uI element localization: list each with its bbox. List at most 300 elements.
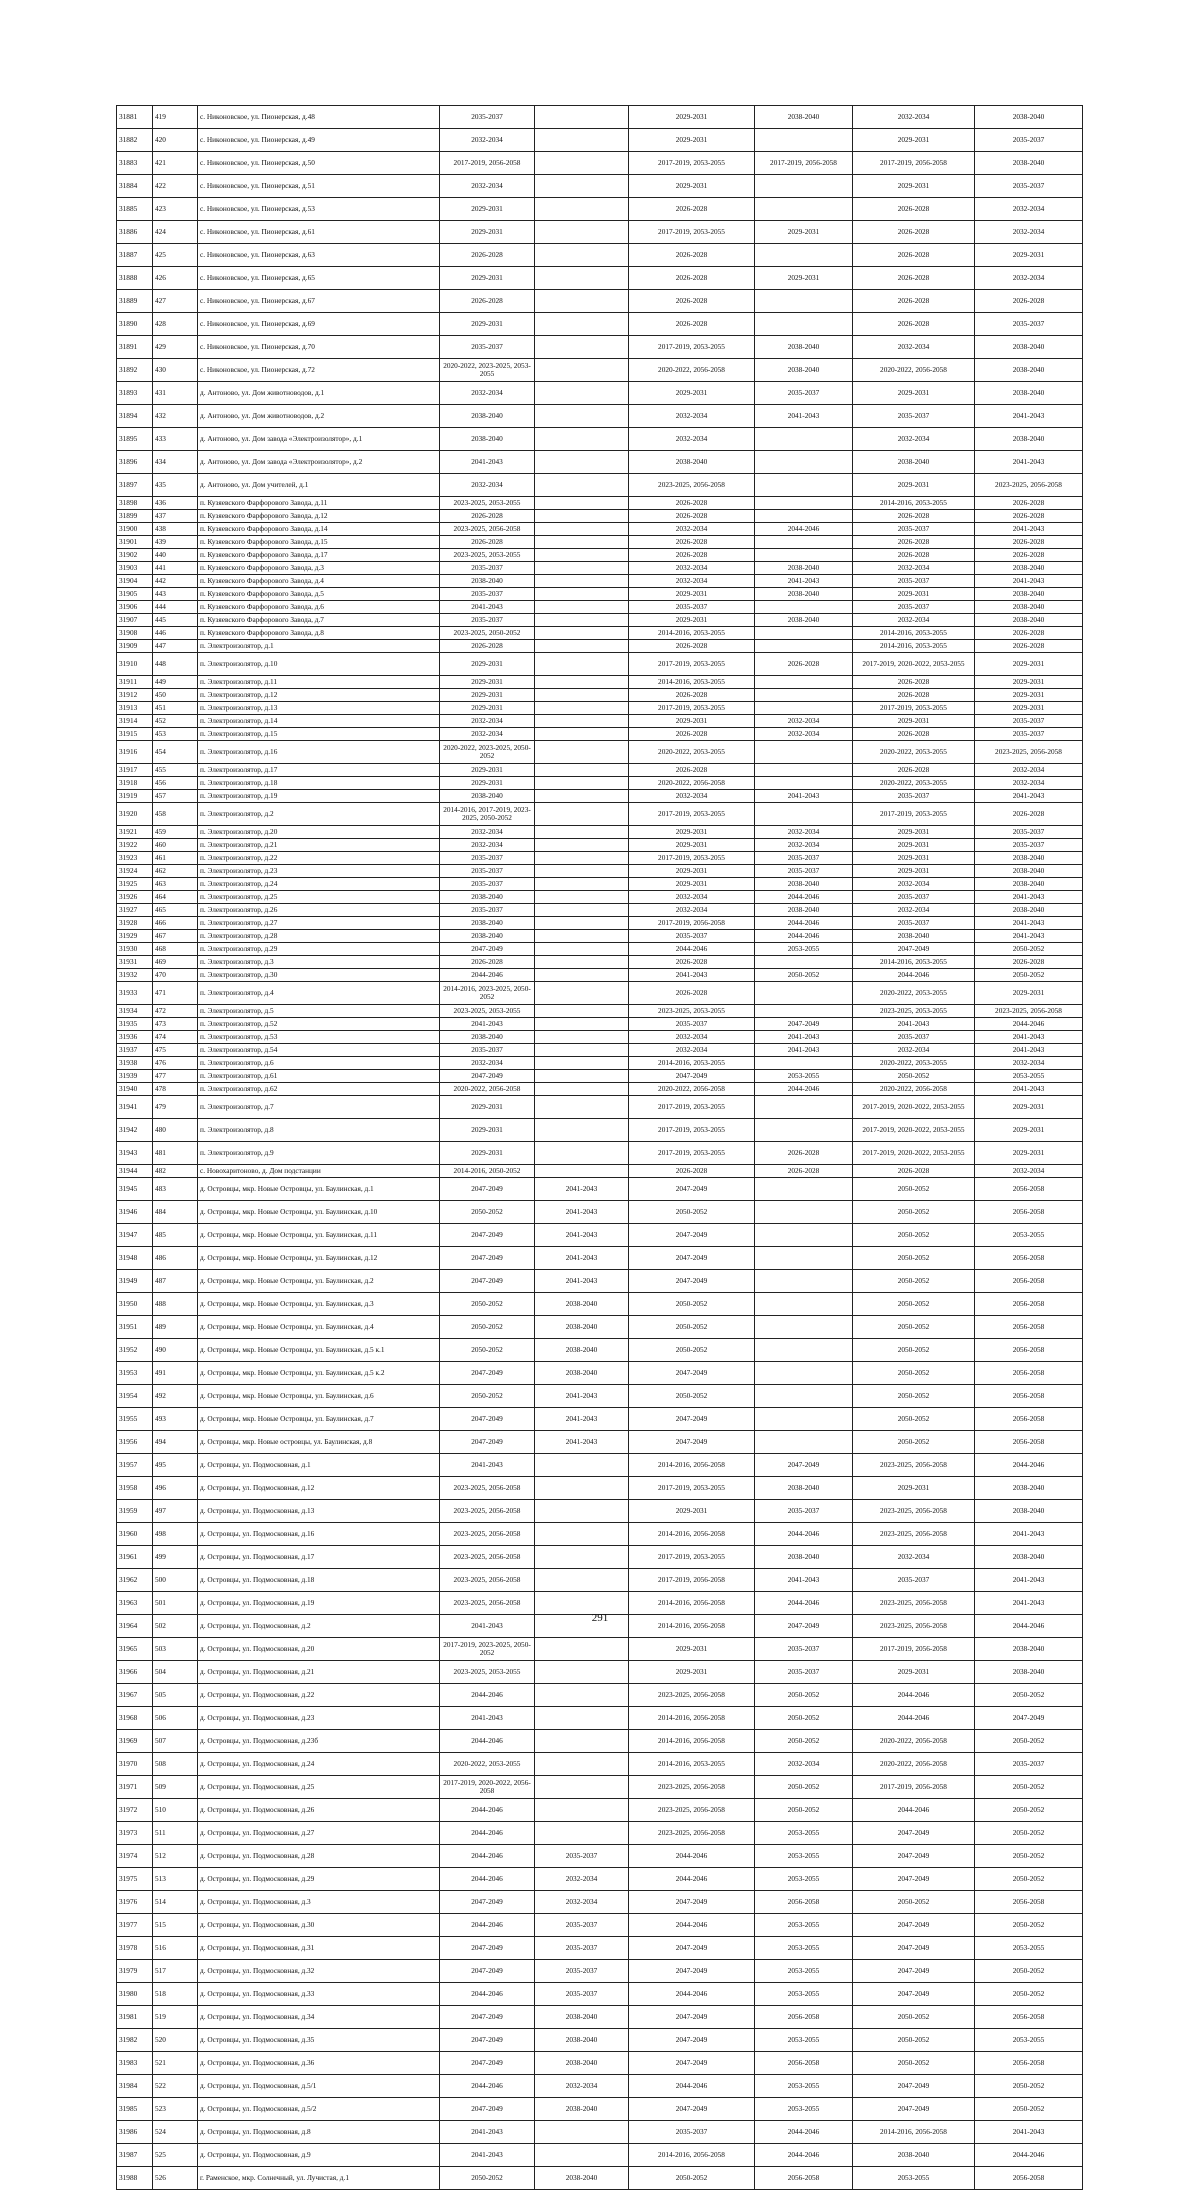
table-row xyxy=(117,1937,1083,1960)
period-cell-4: 2038-2040 xyxy=(755,904,853,917)
period-cell-2 xyxy=(535,852,629,865)
period-cell-3: 2035-2037 xyxy=(629,2121,755,2144)
item-number-cell: 525 xyxy=(153,2144,198,2167)
item-number-cell: 480 xyxy=(153,1119,198,1142)
table-row xyxy=(117,1044,1083,1057)
period-cell-1: 2041-2043 xyxy=(440,2144,535,2167)
period-cell-6: 2038-2040 xyxy=(975,106,1083,129)
period-cell-2: 2035-2037 xyxy=(535,1845,629,1868)
address-cell: д. Островцы, мкр. Новые Островцы, ул. Баулинская, д.1 xyxy=(198,1178,440,1201)
period-cell-4: 2056-2058 xyxy=(755,2167,853,2190)
item-number-cell: 511 xyxy=(153,1822,198,1845)
item-number-cell: 426 xyxy=(153,267,198,290)
period-cell-6: 2041-2043 xyxy=(975,891,1083,904)
table-row xyxy=(117,1523,1083,1546)
table-row xyxy=(117,359,1083,382)
period-cell-6: 2026-2028 xyxy=(975,627,1083,640)
item-number-cell: 510 xyxy=(153,1799,198,1822)
period-cell-3: 2032-2034 xyxy=(629,904,755,917)
item-number-cell: 489 xyxy=(153,1316,198,1339)
period-cell-5: 2050-2052 xyxy=(853,1339,975,1362)
period-cell-2: 2041-2043 xyxy=(535,1178,629,1201)
period-cell-3: 2020-2022, 2053-2055 xyxy=(629,741,755,764)
address-cell: п. Электроизолятор, д.11 xyxy=(198,676,440,689)
period-cell-1: 2041-2043 xyxy=(440,1707,535,1730)
item-number-cell: 463 xyxy=(153,878,198,891)
period-cell-6: 2038-2040 xyxy=(975,336,1083,359)
period-cell-5: 2050-2052 xyxy=(853,1224,975,1247)
period-cell-1: 2038-2040 xyxy=(440,891,535,904)
period-cell-2 xyxy=(535,106,629,129)
period-cell-4 xyxy=(755,549,853,562)
item-number-cell: 486 xyxy=(153,1247,198,1270)
period-cell-6: 2041-2043 xyxy=(975,405,1083,428)
period-cell-4: 2032-2034 xyxy=(755,715,853,728)
period-cell-4: 2053-2055 xyxy=(755,1983,853,2006)
address-cell: п. Электроизолятор, д.4 xyxy=(198,982,440,1005)
period-cell-6: 2041-2043 xyxy=(975,917,1083,930)
period-cell-2 xyxy=(535,878,629,891)
period-cell-3: 2014-2016, 2056-2058 xyxy=(629,1730,755,1753)
period-cell-1: 2035-2037 xyxy=(440,588,535,601)
period-cell-2 xyxy=(535,1753,629,1776)
period-cell-6: 2041-2043 xyxy=(975,1569,1083,1592)
row-number-cell: 31892 xyxy=(117,359,153,382)
period-cell-3: 2017-2019, 2053-2055 xyxy=(629,336,755,359)
period-cell-4 xyxy=(755,777,853,790)
table-row xyxy=(117,1018,1083,1031)
period-cell-6: 2050-2052 xyxy=(975,1730,1083,1753)
address-cell: д. Островцы, мкр. Новые Островцы, ул. Баулинская, д.6 xyxy=(198,1385,440,1408)
period-cell-5: 2035-2037 xyxy=(853,891,975,904)
period-cell-5: 2032-2034 xyxy=(853,1546,975,1569)
period-cell-6: 2050-2052 xyxy=(975,1983,1083,2006)
period-cell-4: 2044-2046 xyxy=(755,2144,853,2167)
address-cell: п. Электроизолятор, д.53 xyxy=(198,1031,440,1044)
row-number-cell: 31954 xyxy=(117,1385,153,1408)
period-cell-5: 2029-2031 xyxy=(853,1661,975,1684)
period-cell-2: 2038-2040 xyxy=(535,2006,629,2029)
table-row xyxy=(117,198,1083,221)
period-cell-6: 2029-2031 xyxy=(975,1119,1083,1142)
table-row xyxy=(117,2029,1083,2052)
period-cell-3: 2020-2022, 2056-2058 xyxy=(629,777,755,790)
period-cell-6: 2038-2040 xyxy=(975,428,1083,451)
period-cell-2 xyxy=(535,1031,629,1044)
period-cell-6: 2041-2043 xyxy=(975,1031,1083,1044)
period-cell-1: 2023-2025, 2053-2055 xyxy=(440,1661,535,1684)
period-cell-6: 2056-2058 xyxy=(975,1247,1083,1270)
period-cell-3: 2026-2028 xyxy=(629,290,755,313)
period-cell-2 xyxy=(535,575,629,588)
period-cell-1: 2047-2049 xyxy=(440,1224,535,1247)
period-cell-5: 2035-2037 xyxy=(853,405,975,428)
period-cell-3: 2026-2028 xyxy=(629,313,755,336)
item-number-cell: 523 xyxy=(153,2098,198,2121)
period-cell-5: 2026-2028 xyxy=(853,676,975,689)
table-row xyxy=(117,790,1083,803)
period-cell-3: 2047-2049 xyxy=(629,1937,755,1960)
address-cell: д. Островцы, мкр. Новые Островцы, ул. Баулинская, д.10 xyxy=(198,1201,440,1224)
period-cell-2 xyxy=(535,653,629,676)
row-number-cell: 31955 xyxy=(117,1408,153,1431)
period-cell-5: 2026-2028 xyxy=(853,267,975,290)
period-cell-2 xyxy=(535,175,629,198)
table-row xyxy=(117,106,1083,129)
address-cell: д. Островцы, ул. Подмосковная, д.3 xyxy=(198,1891,440,1914)
period-cell-2 xyxy=(535,865,629,878)
period-cell-6: 2038-2040 xyxy=(975,865,1083,878)
period-cell-2 xyxy=(535,803,629,826)
period-cell-5: 2035-2037 xyxy=(853,1569,975,1592)
address-cell: п. Кузяевского Фарфорового Завода, д.4 xyxy=(198,575,440,588)
table-row xyxy=(117,969,1083,982)
period-cell-1: 2044-2046 xyxy=(440,1822,535,1845)
period-cell-5: 2023-2025, 2056-2058 xyxy=(853,1454,975,1477)
period-cell-5: 2050-2052 xyxy=(853,1270,975,1293)
address-cell: д. Островцы, ул. Подмосковная, д.8 xyxy=(198,2121,440,2144)
row-number-cell: 31904 xyxy=(117,575,153,588)
table-row xyxy=(117,1178,1083,1201)
period-cell-6: 2038-2040 xyxy=(975,852,1083,865)
period-cell-4: 2026-2028 xyxy=(755,653,853,676)
table-row xyxy=(117,1776,1083,1799)
period-cell-3: 2020-2022, 2056-2058 xyxy=(629,1083,755,1096)
period-cell-5: 2035-2037 xyxy=(853,1031,975,1044)
period-cell-5: 2020-2022, 2056-2058 xyxy=(853,1730,975,1753)
period-cell-3: 2029-2031 xyxy=(629,839,755,852)
period-cell-3: 2017-2019, 2056-2058 xyxy=(629,1569,755,1592)
period-cell-5: 2032-2034 xyxy=(853,562,975,575)
period-cell-5: 2050-2052 xyxy=(853,1891,975,1914)
address-cell: с. Никоновское, ул. Пионерская, д.72 xyxy=(198,359,440,382)
period-cell-3: 2032-2034 xyxy=(629,1031,755,1044)
row-number-cell: 31883 xyxy=(117,152,153,175)
row-number-cell: 31980 xyxy=(117,1983,153,2006)
item-number-cell: 443 xyxy=(153,588,198,601)
address-cell: п. Кузяевского Фарфорового Завода, д.11 xyxy=(198,497,440,510)
table-row xyxy=(117,474,1083,497)
period-cell-3: 2050-2052 xyxy=(629,2167,755,2190)
period-cell-4: 2041-2043 xyxy=(755,405,853,428)
period-cell-4: 2017-2019, 2056-2058 xyxy=(755,152,853,175)
period-cell-5: 2050-2052 xyxy=(853,2052,975,2075)
item-number-cell: 440 xyxy=(153,549,198,562)
period-cell-3: 2044-2046 xyxy=(629,2075,755,2098)
table-row xyxy=(117,2006,1083,2029)
address-cell: с. Никоновское, ул. Пионерская, д.63 xyxy=(198,244,440,267)
row-number-cell: 31911 xyxy=(117,676,153,689)
address-cell: п. Электроизолятор, д.15 xyxy=(198,728,440,741)
period-cell-4: 2053-2055 xyxy=(755,2075,853,2098)
row-number-cell: 31886 xyxy=(117,221,153,244)
period-cell-1: 2032-2034 xyxy=(440,474,535,497)
period-cell-6: 2053-2055 xyxy=(975,1070,1083,1083)
table-row xyxy=(117,1477,1083,1500)
period-cell-2 xyxy=(535,1776,629,1799)
item-number-cell: 502 xyxy=(153,1615,198,1638)
table-row xyxy=(117,221,1083,244)
row-number-cell: 31977 xyxy=(117,1914,153,1937)
period-cell-6: 2056-2058 xyxy=(975,1339,1083,1362)
period-cell-2 xyxy=(535,336,629,359)
period-cell-4 xyxy=(755,313,853,336)
period-cell-5: 2020-2022, 2053-2055 xyxy=(853,741,975,764)
period-cell-1: 2044-2046 xyxy=(440,1799,535,1822)
address-cell: д. Островцы, ул. Подмосковная, д.5/1 xyxy=(198,2075,440,2098)
period-cell-1: 2023-2025, 2053-2055 xyxy=(440,1005,535,1018)
table-row xyxy=(117,878,1083,891)
period-cell-2 xyxy=(535,1523,629,1546)
period-cell-6: 2035-2037 xyxy=(975,129,1083,152)
period-cell-4 xyxy=(755,764,853,777)
address-cell: п. Электроизолятор, д.9 xyxy=(198,1142,440,1165)
period-cell-3: 2026-2028 xyxy=(629,267,755,290)
housing-schedule-table xyxy=(116,105,1083,2190)
table-row xyxy=(117,1822,1083,1845)
address-cell: д. Островцы, мкр. Новые Островцы, ул. Баулинская, д.4 xyxy=(198,1316,440,1339)
table-row xyxy=(117,1005,1083,1018)
period-cell-1: 2044-2046 xyxy=(440,1914,535,1937)
table-row xyxy=(117,1707,1083,1730)
period-cell-4: 2047-2049 xyxy=(755,1018,853,1031)
table-row xyxy=(117,826,1083,839)
period-cell-4 xyxy=(755,1431,853,1454)
period-cell-3: 2023-2025, 2056-2058 xyxy=(629,1799,755,1822)
row-number-cell: 31889 xyxy=(117,290,153,313)
address-cell: п. Электроизолятор, д.26 xyxy=(198,904,440,917)
row-number-cell: 31910 xyxy=(117,653,153,676)
period-cell-2 xyxy=(535,601,629,614)
item-number-cell: 499 xyxy=(153,1546,198,1569)
period-cell-6: 2026-2028 xyxy=(975,510,1083,523)
period-cell-5: 2029-2031 xyxy=(853,129,975,152)
period-cell-4 xyxy=(755,428,853,451)
period-cell-5: 2017-2019, 2056-2058 xyxy=(853,1776,975,1799)
table-row xyxy=(117,1201,1083,1224)
period-cell-6: 2050-2052 xyxy=(975,1776,1083,1799)
period-cell-4: 2032-2034 xyxy=(755,728,853,741)
period-cell-1: 2047-2049 xyxy=(440,943,535,956)
period-cell-5: 2047-2049 xyxy=(853,1914,975,1937)
period-cell-4 xyxy=(755,1270,853,1293)
period-cell-6: 2029-2031 xyxy=(975,653,1083,676)
table-row xyxy=(117,267,1083,290)
row-number-cell: 31887 xyxy=(117,244,153,267)
period-cell-1: 2044-2046 xyxy=(440,1730,535,1753)
period-cell-2 xyxy=(535,826,629,839)
period-cell-1: 2023-2025, 2050-2052 xyxy=(440,627,535,640)
item-number-cell: 472 xyxy=(153,1005,198,1018)
row-number-cell: 31940 xyxy=(117,1083,153,1096)
period-cell-5: 2050-2052 xyxy=(853,2029,975,2052)
row-number-cell: 31946 xyxy=(117,1201,153,1224)
row-number-cell: 31937 xyxy=(117,1044,153,1057)
period-cell-6: 2023-2025, 2056-2058 xyxy=(975,741,1083,764)
period-cell-2 xyxy=(535,1500,629,1523)
period-cell-1: 2038-2040 xyxy=(440,790,535,803)
period-cell-5: 2050-2052 xyxy=(853,1385,975,1408)
period-cell-4: 2035-2037 xyxy=(755,1661,853,1684)
period-cell-2: 2038-2040 xyxy=(535,2052,629,2075)
period-cell-4 xyxy=(755,510,853,523)
period-cell-2 xyxy=(535,474,629,497)
period-cell-3: 2047-2049 xyxy=(629,1408,755,1431)
period-cell-3: 2014-2016, 2053-2055 xyxy=(629,676,755,689)
period-cell-5: 2050-2052 xyxy=(853,1362,975,1385)
period-cell-1: 2041-2043 xyxy=(440,451,535,474)
period-cell-1: 2020-2022, 2023-2025, 2053-2055 xyxy=(440,359,535,382)
row-number-cell: 31965 xyxy=(117,1638,153,1661)
address-cell: п. Электроизолятор, д.17 xyxy=(198,764,440,777)
item-number-cell: 446 xyxy=(153,627,198,640)
row-number-cell: 31942 xyxy=(117,1119,153,1142)
table-row xyxy=(117,1845,1083,1868)
period-cell-4: 2032-2034 xyxy=(755,1753,853,1776)
period-cell-3: 2047-2049 xyxy=(629,2006,755,2029)
period-cell-1: 2032-2034 xyxy=(440,382,535,405)
item-number-cell: 488 xyxy=(153,1293,198,1316)
row-number-cell: 31906 xyxy=(117,601,153,614)
period-cell-6: 2035-2037 xyxy=(975,826,1083,839)
period-cell-5: 2047-2049 xyxy=(853,2098,975,2121)
table-row xyxy=(117,891,1083,904)
period-cell-4: 2038-2040 xyxy=(755,1477,853,1500)
period-cell-1: 2017-2019, 2023-2025, 2050-2052 xyxy=(440,1638,535,1661)
item-number-cell: 476 xyxy=(153,1057,198,1070)
item-number-cell: 493 xyxy=(153,1408,198,1431)
period-cell-6: 2041-2043 xyxy=(975,790,1083,803)
address-cell: п. Электроизолятор, д.19 xyxy=(198,790,440,803)
table-row xyxy=(117,1057,1083,1070)
item-number-cell: 421 xyxy=(153,152,198,175)
period-cell-4: 2032-2034 xyxy=(755,826,853,839)
row-number-cell: 31984 xyxy=(117,2075,153,2098)
address-cell: д. Антоново, ул. Дом животноводов, д.1 xyxy=(198,382,440,405)
period-cell-3: 2017-2019, 2053-2055 xyxy=(629,1096,755,1119)
period-cell-2: 2041-2043 xyxy=(535,1270,629,1293)
period-cell-4: 2032-2034 xyxy=(755,839,853,852)
period-cell-6: 2056-2058 xyxy=(975,1362,1083,1385)
item-number-cell: 526 xyxy=(153,2167,198,2190)
item-number-cell: 459 xyxy=(153,826,198,839)
table-row xyxy=(117,930,1083,943)
period-cell-3: 2050-2052 xyxy=(629,1201,755,1224)
row-number-cell: 31902 xyxy=(117,549,153,562)
address-cell: п. Кузяевского Фарфорового Завода, д.5 xyxy=(198,588,440,601)
item-number-cell: 456 xyxy=(153,777,198,790)
row-number-cell: 31968 xyxy=(117,1707,153,1730)
period-cell-4 xyxy=(755,1096,853,1119)
period-cell-6: 2029-2031 xyxy=(975,1142,1083,1165)
period-cell-1: 2044-2046 xyxy=(440,1868,535,1891)
period-cell-5: 2014-2016, 2053-2055 xyxy=(853,627,975,640)
period-cell-3: 2047-2049 xyxy=(629,1362,755,1385)
address-cell: п. Электроизолятор, д.8 xyxy=(198,1119,440,1142)
period-cell-3: 2014-2016, 2056-2058 xyxy=(629,1523,755,1546)
period-cell-1: 2047-2049 xyxy=(440,1960,535,1983)
period-cell-3: 2017-2019, 2053-2055 xyxy=(629,152,755,175)
period-cell-6: 2050-2052 xyxy=(975,2098,1083,2121)
period-cell-4 xyxy=(755,689,853,702)
period-cell-6: 2032-2034 xyxy=(975,1165,1083,1178)
row-number-cell: 31952 xyxy=(117,1339,153,1362)
period-cell-4 xyxy=(755,640,853,653)
table-row xyxy=(117,640,1083,653)
period-cell-6: 2044-2046 xyxy=(975,2144,1083,2167)
period-cell-4: 2035-2037 xyxy=(755,382,853,405)
address-cell: д. Островцы, ул. Подмосковная, д.34 xyxy=(198,2006,440,2029)
period-cell-4 xyxy=(755,1293,853,1316)
period-cell-3: 2047-2049 xyxy=(629,1247,755,1270)
period-cell-5: 2047-2049 xyxy=(853,1845,975,1868)
period-cell-2 xyxy=(535,676,629,689)
row-number-cell: 31950 xyxy=(117,1293,153,1316)
period-cell-4: 2026-2028 xyxy=(755,1165,853,1178)
table-row xyxy=(117,1165,1083,1178)
address-cell: п. Электроизолятор, д.16 xyxy=(198,741,440,764)
period-cell-3: 2014-2016, 2053-2055 xyxy=(629,1057,755,1070)
address-cell: п. Кузяевского Фарфорового Завода, д.3 xyxy=(198,562,440,575)
period-cell-4: 2053-2055 xyxy=(755,943,853,956)
period-cell-4 xyxy=(755,1005,853,1018)
period-cell-4: 2029-2031 xyxy=(755,267,853,290)
row-number-cell: 31917 xyxy=(117,764,153,777)
table-row xyxy=(117,1983,1083,2006)
period-cell-3: 2032-2034 xyxy=(629,405,755,428)
period-cell-3: 2026-2028 xyxy=(629,549,755,562)
item-number-cell: 430 xyxy=(153,359,198,382)
period-cell-5: 2044-2046 xyxy=(853,969,975,982)
period-cell-6: 2053-2055 xyxy=(975,1937,1083,1960)
period-cell-5: 2035-2037 xyxy=(853,917,975,930)
period-cell-6: 2050-2052 xyxy=(975,1799,1083,1822)
table-row xyxy=(117,1339,1083,1362)
period-cell-4: 2029-2031 xyxy=(755,221,853,244)
period-cell-5: 2023-2025, 2056-2058 xyxy=(853,1592,975,1615)
period-cell-2 xyxy=(535,741,629,764)
address-cell: п. Электроизолятор, д.10 xyxy=(198,653,440,676)
table-row xyxy=(117,2121,1083,2144)
table-row xyxy=(117,2144,1083,2167)
row-number-cell: 31905 xyxy=(117,588,153,601)
period-cell-5: 2026-2028 xyxy=(853,244,975,267)
table-row xyxy=(117,1408,1083,1431)
period-cell-4 xyxy=(755,956,853,969)
address-cell: п. Электроизолятор, д.61 xyxy=(198,1070,440,1083)
address-cell: д. Островцы, ул. Подмосковная, д.23 xyxy=(198,1707,440,1730)
period-cell-4: 2041-2043 xyxy=(755,1044,853,1057)
period-cell-2 xyxy=(535,1070,629,1083)
address-cell: д. Антоново, ул. Дом учителей, д.1 xyxy=(198,474,440,497)
period-cell-4: 2044-2046 xyxy=(755,1592,853,1615)
period-cell-5: 2038-2040 xyxy=(853,451,975,474)
item-number-cell: 514 xyxy=(153,1891,198,1914)
period-cell-4: 2050-2052 xyxy=(755,1776,853,1799)
table-row xyxy=(117,2052,1083,2075)
period-cell-6: 2041-2043 xyxy=(975,1044,1083,1057)
period-cell-6: 2056-2058 xyxy=(975,1408,1083,1431)
period-cell-6: 2050-2052 xyxy=(975,1914,1083,1937)
period-cell-6: 2035-2037 xyxy=(975,313,1083,336)
period-cell-5: 2029-2031 xyxy=(853,865,975,878)
table-row xyxy=(117,1684,1083,1707)
period-cell-5: 2017-2019, 2020-2022, 2053-2055 xyxy=(853,1096,975,1119)
item-number-cell: 462 xyxy=(153,865,198,878)
item-number-cell: 513 xyxy=(153,1868,198,1891)
period-cell-3: 2020-2022, 2056-2058 xyxy=(629,359,755,382)
period-cell-2 xyxy=(535,1546,629,1569)
